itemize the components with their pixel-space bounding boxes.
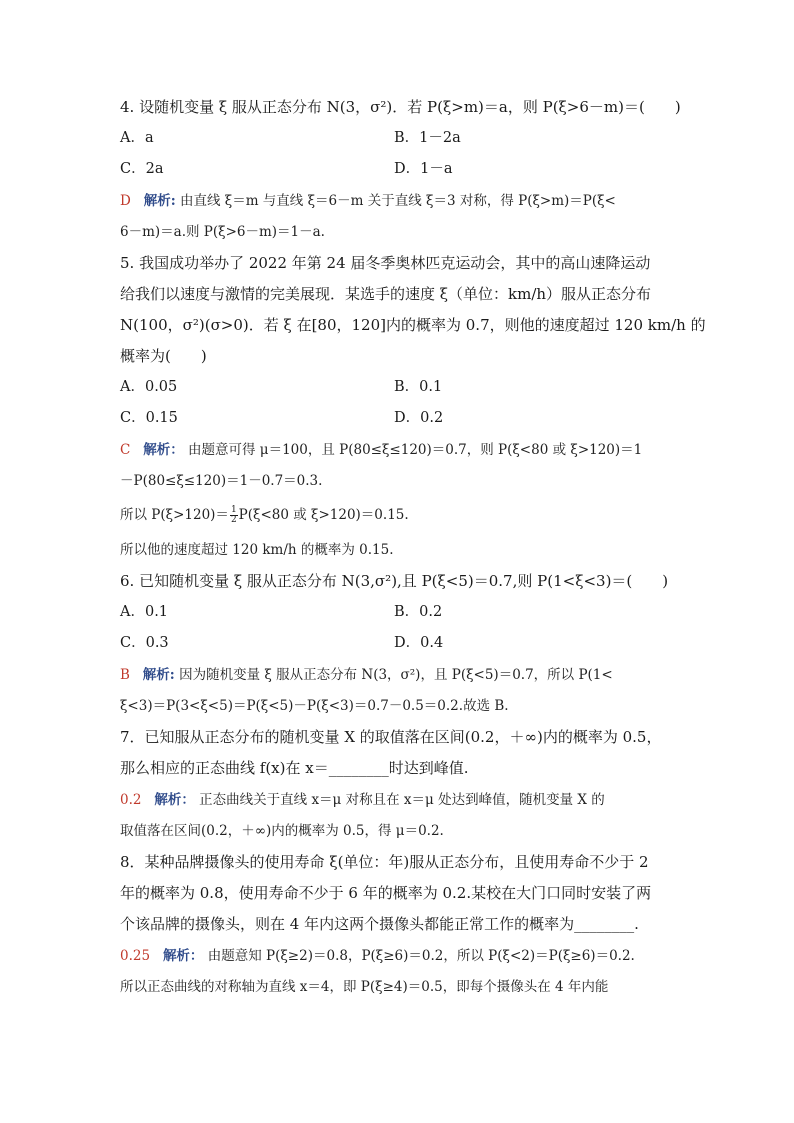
q6-stem: 6. 已知随机变量 ξ 服从正态分布 N(3,σ²),且 P(ξ<5)＝0.7,则 P(1<ξ<3)＝( ) [120, 572, 669, 590]
q7-stem-line2: 那么相应的正态曲线 f(x)在 x＝________时达到峰值. [120, 759, 469, 777]
q7-explanation-line1 [120, 790, 605, 810]
q7-answer: 0.2 [120, 792, 142, 808]
q5-explanation-line2: －P(80≤ξ≤120)＝1－0.7＝0.3. [120, 473, 323, 489]
q4-explanation-label: 解析: [143, 193, 176, 209]
q8-explanation-line2: 所以正态曲线的对称轴为直线 x＝4，即 P(ξ≥4)＝0.5，即每个摄像头在 4 年内能 [120, 979, 609, 995]
q7-explanation-text1: 正态曲线关于直线 x＝μ 对称且在 x＝μ 处达到峰值，随机变量 X 的 [199, 792, 605, 808]
q8-answer: 0.25 [120, 948, 151, 964]
q5-explanation-line3 [120, 505, 409, 525]
q4-explanation-line2: 6－m)＝a.则 P(ξ>6－m)＝1－a. [120, 224, 325, 240]
fraction-denominator: 2 [230, 515, 237, 525]
q5-explanation-text1: 由题意可得 μ＝100，且 P(80≤ξ≤120)＝0.7，则 P(ξ<80 或 ξ>120)＝1 [188, 442, 643, 458]
q6-explanation-line2: ξ<3)＝P(3<ξ<5)＝P(ξ<5)－P(ξ<3)＝0.7－0.5＝0.2.故选 B. [120, 698, 509, 714]
q5-stem-line3: N(100，σ²)(σ>0)．若 ξ 在[80，120]内的概率为 0.7，则他的速度超过 120 km/h 的 [120, 316, 706, 334]
q8-explanation-text1: 由题意知 P(ξ≥2)＝0.8，P(ξ≥6)＝0.2，所以 P(ξ<2)＝P(ξ≥6)＝0.2. [207, 948, 635, 964]
q6-explanation-text1: 因为随机变量 ξ 服从正态分布 N(3，σ²)，且 P(ξ<5)＝0.7，所以 P(1< [179, 667, 613, 683]
q6-option-d: D．0.4 [394, 635, 444, 651]
q7-explanation-line2: 取值落在区间(0.2，＋∞)内的概率为 0.5，得 μ＝0.2. [120, 823, 444, 839]
q5-option-a: A．0.05 [120, 379, 178, 395]
q7-stem-line1: 7．已知服从正态分布的随机变量 X 的取值落在区间(0.2，＋∞)内的概率为 0.5， [120, 728, 662, 746]
q4-option-a: A．a [120, 130, 154, 146]
q6-explanation-label: 解析: [142, 667, 175, 683]
fraction-numerator: 1 [230, 505, 237, 515]
q5-explanation-line1 [120, 440, 642, 460]
q5-option-b: B．0.1 [394, 379, 443, 395]
q4-explanation-line1 [120, 191, 616, 211]
q5-stem-line2: 给我们以速度与激情的完美展现．某选手的速度 ξ（单位：km/h）服从正态分布 [120, 285, 652, 303]
q6-option-c: C．0.3 [120, 635, 169, 651]
q5-explanation-label: 解析： [143, 442, 184, 458]
q5-stem-line1: 5. 我国成功举办了 2022 年第 24 届冬季奥林匹克运动会，其中的高山速降运动 [120, 254, 651, 272]
q4-option-c: C．2a [120, 161, 164, 177]
one-half-fraction [230, 506, 238, 525]
q6-option-a: A．0.1 [120, 604, 169, 620]
q6-answer: B [120, 667, 130, 683]
q5-answer: C [120, 442, 131, 458]
q8-stem-line3: 个该品牌的摄像头，则在 4 年内这两个摄像头都能正常工作的概率为________. [120, 915, 639, 933]
q4-option-d: D．1－a [394, 161, 453, 177]
q6-option-b: B．0.2 [394, 604, 443, 620]
q5-explanation-line4: 所以他的速度超过 120 km/h 的概率为 0.15. [120, 542, 394, 558]
q8-explanation-line1 [120, 946, 635, 966]
q5-stem-line4: 概率为( ) [120, 347, 207, 365]
q4-stem: 4. 设随机变量 ξ 服从正态分布 N(3，σ²)．若 P(ξ>m)＝a，则 P(ξ>6－m)＝( ) [120, 98, 681, 116]
q5-explanation-text3-post: P(ξ<80 或 ξ>120)＝0.15. [238, 507, 409, 523]
q4-answer: D [120, 193, 131, 209]
q8-stem-line2: 年的概率为 0.8，使用寿命不少于 6 年的概率为 0.2.某校在大门口同时安装了两 [120, 884, 652, 902]
q6-explanation-line1 [120, 665, 613, 685]
q5-explanation-text3-pre: 所以 P(ξ>120)＝ [120, 507, 229, 523]
q7-explanation-label: 解析： [154, 792, 195, 808]
q4-explanation-text1: 由直线 ξ＝m 与直线 ξ＝6－m 关于直线 ξ＝3 对称，得 P(ξ>m)＝P(ξ< [179, 193, 616, 209]
q4-option-b: B．1－2a [394, 130, 461, 146]
q8-stem-line1: 8．某种品牌摄像头的使用寿命 ξ(单位：年)服从正态分布，且使用寿命不少于 2 [120, 853, 649, 871]
q8-explanation-label: 解析： [162, 948, 204, 964]
q5-option-c: C．0.15 [120, 410, 178, 426]
q5-option-d: D．0.2 [394, 410, 444, 426]
